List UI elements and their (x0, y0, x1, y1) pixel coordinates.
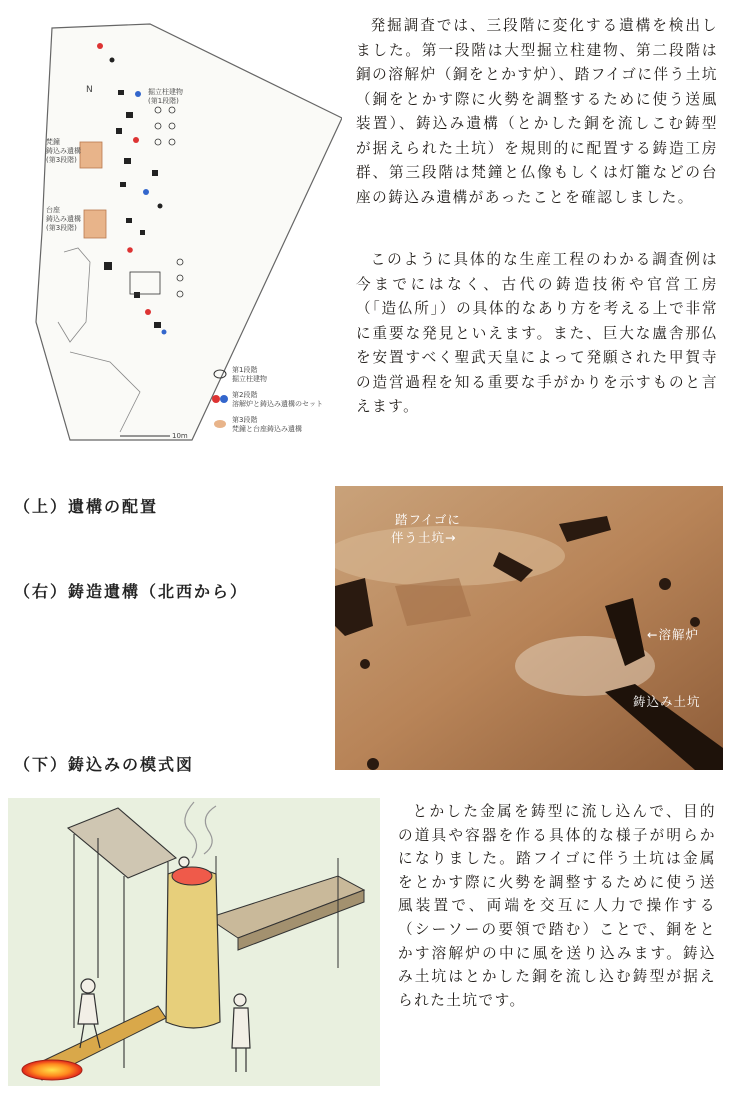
caption-bottom: （下）鋳込みの模式図 (14, 755, 195, 774)
legend-text-stage2: 第2段階溶解炉と鋳込み遺構のセット (232, 391, 323, 408)
illus-furnace (166, 867, 220, 1028)
map-pit-daiza (84, 210, 106, 238)
legend-symbol-stage2-red (212, 395, 220, 403)
casting-remains-photo (335, 486, 723, 770)
casting-diagram-illustration (8, 798, 380, 1086)
caption-right: （右）鋳造遺構（北西から） (14, 582, 249, 601)
map-label-hottate: 掘立柱建物(第1段階) (148, 88, 183, 105)
legend-text-stage1: 第1段階掘立柱建物 (232, 366, 267, 383)
legend-text-stage3: 第3段階梵鐘と台座鋳込み遺構 (232, 416, 302, 433)
paragraph-excavation: 発掘調査では、三段階に変化する遺構を検出しました。第一段階は大型掘立柱建物、第二段階は銅の溶解炉（銅をとかす炉）、踏フイゴに伴う土坑（銅をとかす際に火勢を調整するために使う送風装置）、鋳込み遺構（とかした銅を流しこむ鋳型が据えられた土坑）を規則的に配置する鋳造工房群、第三段階は梵鐘と仏像もしくは灯籠などの台座の鋳込み遺構があったことを確認しました。 (356, 17, 718, 206)
site-layout-map (30, 22, 342, 452)
map-scale-label: 10m (172, 432, 188, 440)
map-label-bonsho: 梵鐘鋳込み遺構(第3段階) (46, 138, 81, 164)
illus-molten-pool (22, 1060, 82, 1080)
photo-label-fuigo-2: 伴う土坑→ (391, 530, 457, 545)
photo-label-fuigo-1: 踏フイゴに (395, 512, 461, 527)
photo-label-casting-pit: 鋳込み土坑 (633, 694, 701, 709)
caption-top: （上）遺構の配置 (14, 497, 159, 516)
map-north-label: N (86, 85, 93, 95)
map-label-daiza: 台座鋳込み遺構(第3段階) (46, 206, 81, 232)
paragraph-casting-process: とかした金属を鋳型に流し込んで、目的の道具や容器を作る具体的な様子が明らかになりました。踏フイゴに伴う土坑は金属をとかす際に火勢を調整するために使う送風装置で、両端を交互に人力で操作する（シーソーの要領で踏む）ことで、銅をとかす溶解炉の中に風を送り込みます。鋳込み土坑はとかした銅を流し込む鋳型が据えられた土坑です。 (398, 803, 716, 1009)
legend-symbol-stage2-blue (220, 395, 228, 403)
legend-symbol-stage3 (214, 420, 226, 428)
map-legend (212, 365, 323, 433)
map-site-boundary (36, 24, 342, 440)
map-pit-bonsho (80, 142, 102, 168)
photo-label-furnace: ←溶解炉 (647, 627, 699, 642)
paragraph-significance: このように具体的な生産工程のわかる調査例は今までにはなく、古代の鋳造技術や官営工房（「造仏所」）の具体的なあり方を考える上で非常に重要な発見といえます。また、巨大な盧舎那仏を安置すべく聖武天皇によって発願された甲賀寺の造営過程を知る重要な手がかりを示すものと言えます。 (356, 251, 718, 415)
